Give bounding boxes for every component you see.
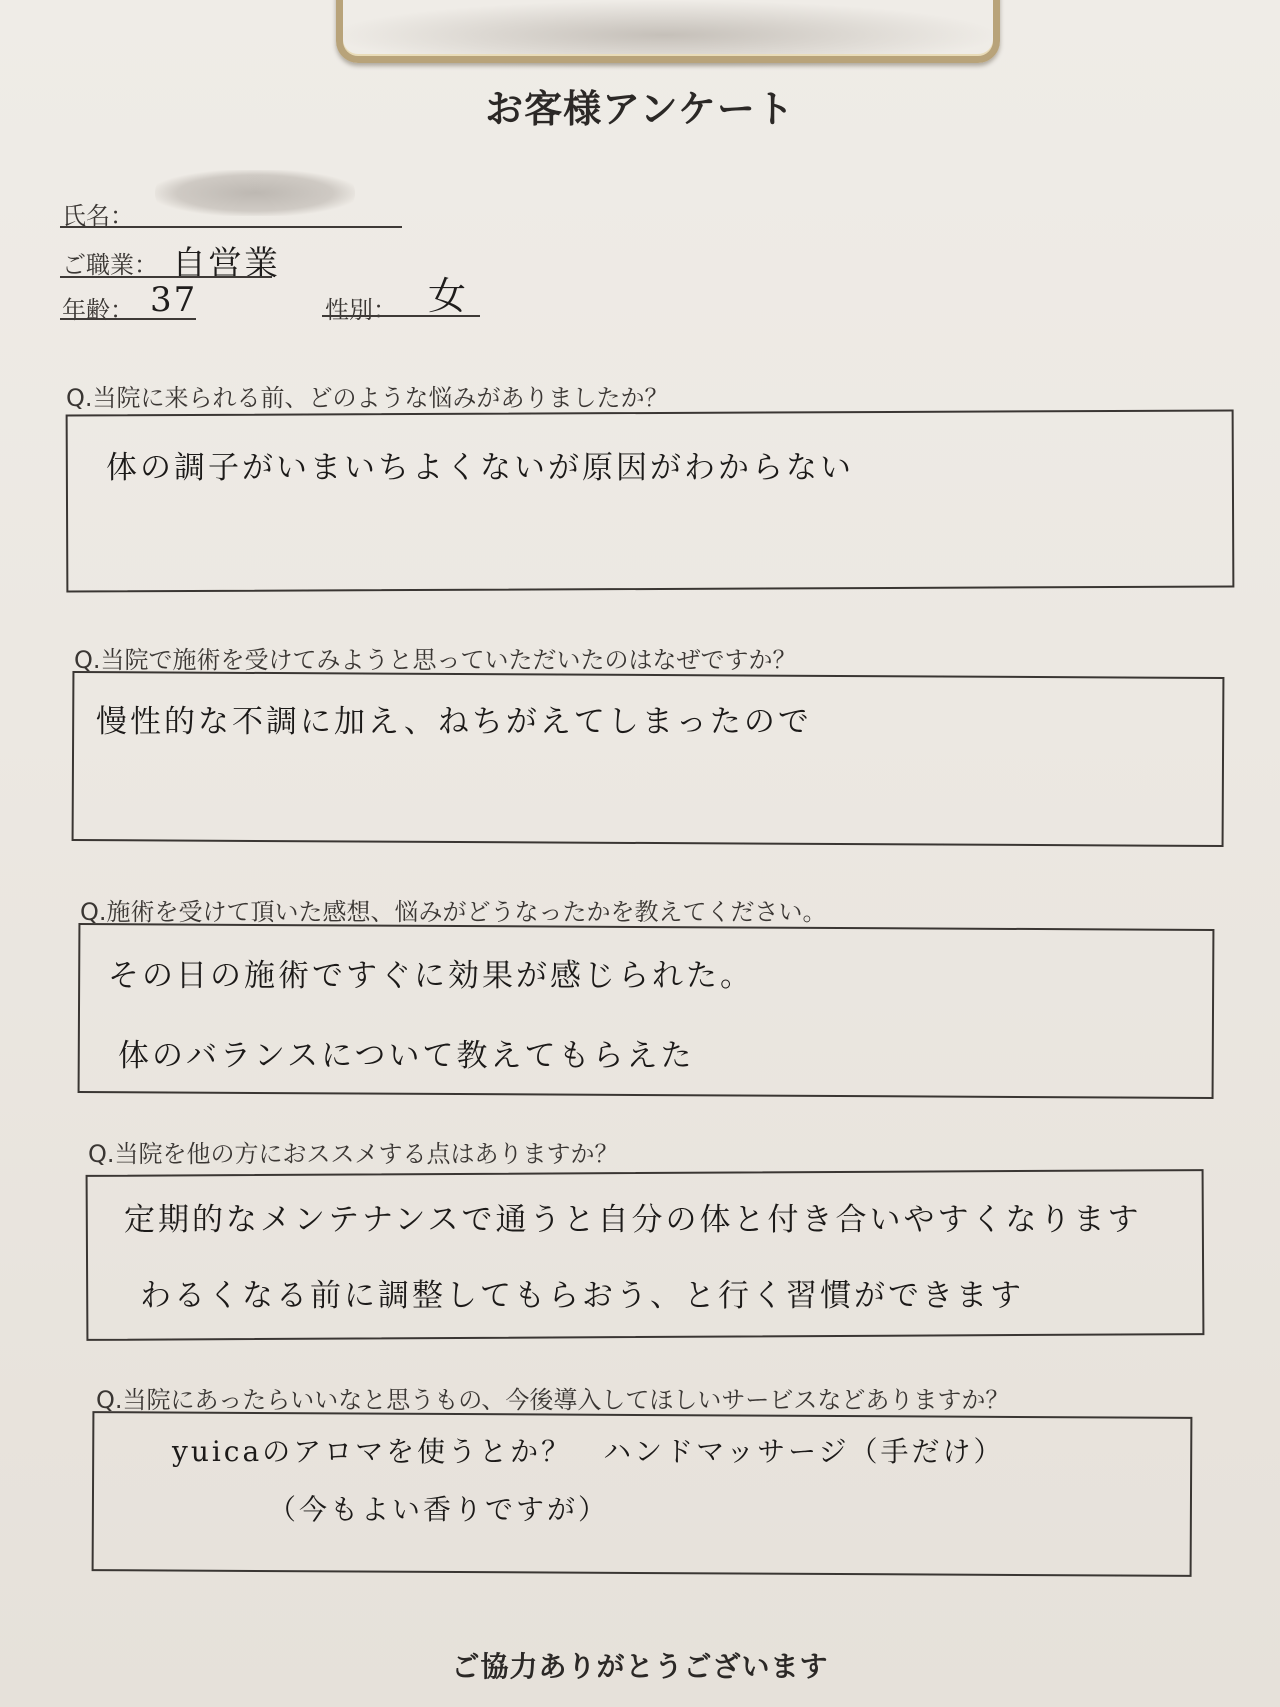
question-4: Q.当院を他の方におススメする点はありますか？ (88, 1140, 619, 1168)
answer-3-line-2: 体のバランスについて教えてもらえた (118, 1038, 695, 1074)
age-underline (60, 318, 196, 320)
gender-underline (322, 315, 480, 317)
answer-2-line-1: 慢性的な不調に加え、ねちがえてしまったので (96, 704, 812, 740)
age-label: 年齢： (62, 296, 134, 324)
thank-you-footer: ご協力ありがとうございます (451, 1650, 829, 1683)
answer-box-1 (66, 409, 1235, 592)
answer-4-line-1: 定期的なメンテナンスで通うと自分の体と付き合いやすくなります (124, 1202, 1142, 1238)
clipboard-clip (336, 0, 1000, 63)
answer-1-line-1: 体の調子がいまいちよくないが原因がわからない (106, 450, 854, 486)
occupation-label: ご職業： (62, 251, 158, 279)
question-3: Q.施術を受けて頂いた感想、悩みがどうなったかを教えてください。 (80, 898, 827, 926)
occupation-value: 自営業 (172, 244, 280, 284)
form-title: お客様アンケート (485, 87, 795, 131)
redacted-name (155, 170, 355, 216)
occupation-underline (60, 276, 272, 278)
question-2: Q.当院で施術を受けてみようと思っていただいたのはなぜですか？ (74, 646, 797, 674)
name-label: 氏名： (62, 202, 134, 230)
answer-5-line-1: yuicaのアロマを使うとか？ ハンドマッサージ（手だけ） (172, 1435, 1005, 1468)
answer-3-line-1: その日の施術ですぐに効果が感じられた。 (108, 958, 754, 994)
name-underline (60, 226, 402, 228)
gender-label: 性別： (325, 296, 397, 324)
question-5: Q.当院にあったらいいなと思うもの、今後導入してほしいサービスなどありますか？ (96, 1386, 1010, 1414)
answer-5-line-2: （今もよい香りですが） (268, 1493, 610, 1526)
answer-4-line-2: わるくなる前に調整してもらおう、と行く習慣ができます (140, 1278, 1024, 1314)
gender-value: 女 (428, 274, 469, 318)
age-value: 37 (150, 280, 198, 320)
question-1: Q.当院に来られる前、どのような悩みがありましたか？ (66, 384, 669, 412)
